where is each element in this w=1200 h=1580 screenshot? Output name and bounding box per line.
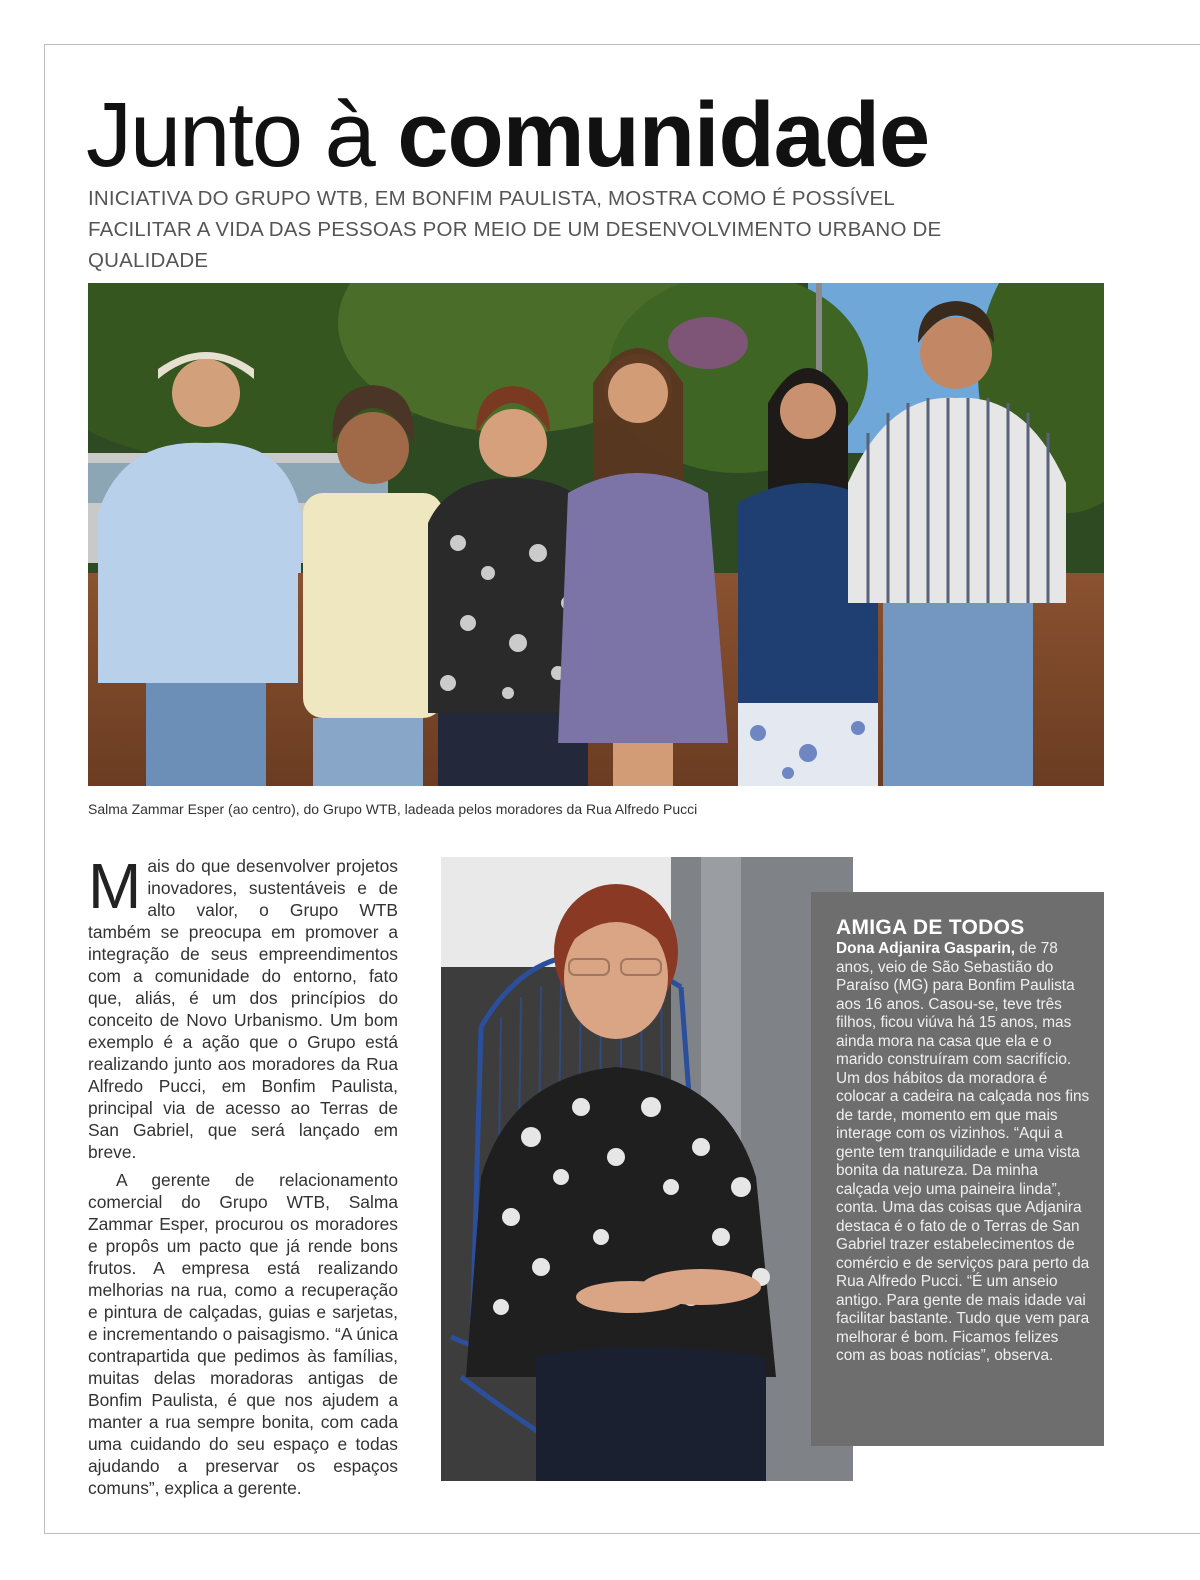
dropcap: M bbox=[88, 850, 142, 922]
portrait-photo bbox=[441, 857, 853, 1481]
sidebar-lead: Dona Adjanira Gasparin, bbox=[836, 940, 1016, 957]
portrait-photo-illustration bbox=[441, 857, 853, 1481]
photo-caption: Salma Zammar Esper (ao centro), do Grupo WTB, ladeada pelos moradores da Rua Alfredo Pucci bbox=[88, 801, 698, 817]
sidebar-text bbox=[836, 940, 1090, 1366]
sidebar-title: AMIGA DE TODOS bbox=[836, 916, 1025, 939]
headline-light: Junto à bbox=[86, 84, 398, 186]
article-body bbox=[88, 850, 398, 1505]
article-paragraph-1 bbox=[88, 850, 398, 1163]
subtitle: INICIATIVA DO GRUPO WTB, EM BONFIM PAULISTA, MOSTRA COMO É POSSÍVEL FACILITAR A VIDA DAS PESSOAS POR MEIO DE UM DESENVOLVIMENTO URBANO DE QUALIDADE bbox=[88, 187, 942, 272]
group-photo bbox=[88, 283, 1104, 786]
sidebar-body: de 78 anos, veio de São Sebastião do Paraíso (MG) para Bonfim Paulista aos 16 anos. Casou-se, teve três filhos, ficou viúva há 15 anos, mas ainda mora na casa que ela e o marido construíram com sacrifício. Um dos hábitos da moradora é colocar a cadeira na calçada nos fins de tarde, momento em que mais interage com os vizinhos. “Aqui a gente tem tranquilidade e uma vista bonita da natureza. Da minha calçada vejo uma paineira linda”, conta. Uma das coisas que Adjanira destaca é o fato de o Terras de San Gabriel trazer estabelecimentos de comércio e de serviços para perto da Rua Alfredo Pucci. “É um anseio antigo. Para gente de mais idade vai facilitar bastante. Tudo que vem para melhorar é bom. Ficamos felizes com as boas notícias”, observa. bbox=[836, 940, 1090, 1364]
group-photo-illustration bbox=[88, 283, 1104, 786]
headline bbox=[86, 80, 929, 190]
sidebar-box bbox=[811, 892, 1104, 1446]
headline-bold: comunidade bbox=[397, 84, 930, 186]
article-paragraph-2: A gerente de relacionamento comercial do Grupo WTB, Salma Zammar Esper, procurou os moradores e propôs um pacto que já rende bons frutos. A empresa está realizando melhorias na rua, como a recuperação e pintura de calçadas, guias e sarjetas, e incrementando o paisagismo. “A única contrapartida que pedimos às famílias, muitas delas moradoras antigas de Bonfim Paulista, é que nos ajudem a manter a rua sempre bonita, com cada uma cuidando do seu espaço e todas ajudando a preservar os espaços comuns”, explica a gerente. bbox=[88, 1170, 398, 1498]
article-paragraph-1-text: ais do que desenvolver projetos inovadores, sustentáveis e de alto valor, o Grupo WTB também se preocupa em promover a integração de seus empreendimentos com a comunidade do entorno, fato que, aliás, é um dos princípios do conceito de Novo Urbanismo. Um bom exemplo é a ação que o Grupo está realizando junto aos moradores da Rua Alfredo Pucci, em Bonfim Paulista, principal via de acesso ao Terras de San Gabriel, que será lançado em breve. bbox=[88, 856, 398, 1162]
